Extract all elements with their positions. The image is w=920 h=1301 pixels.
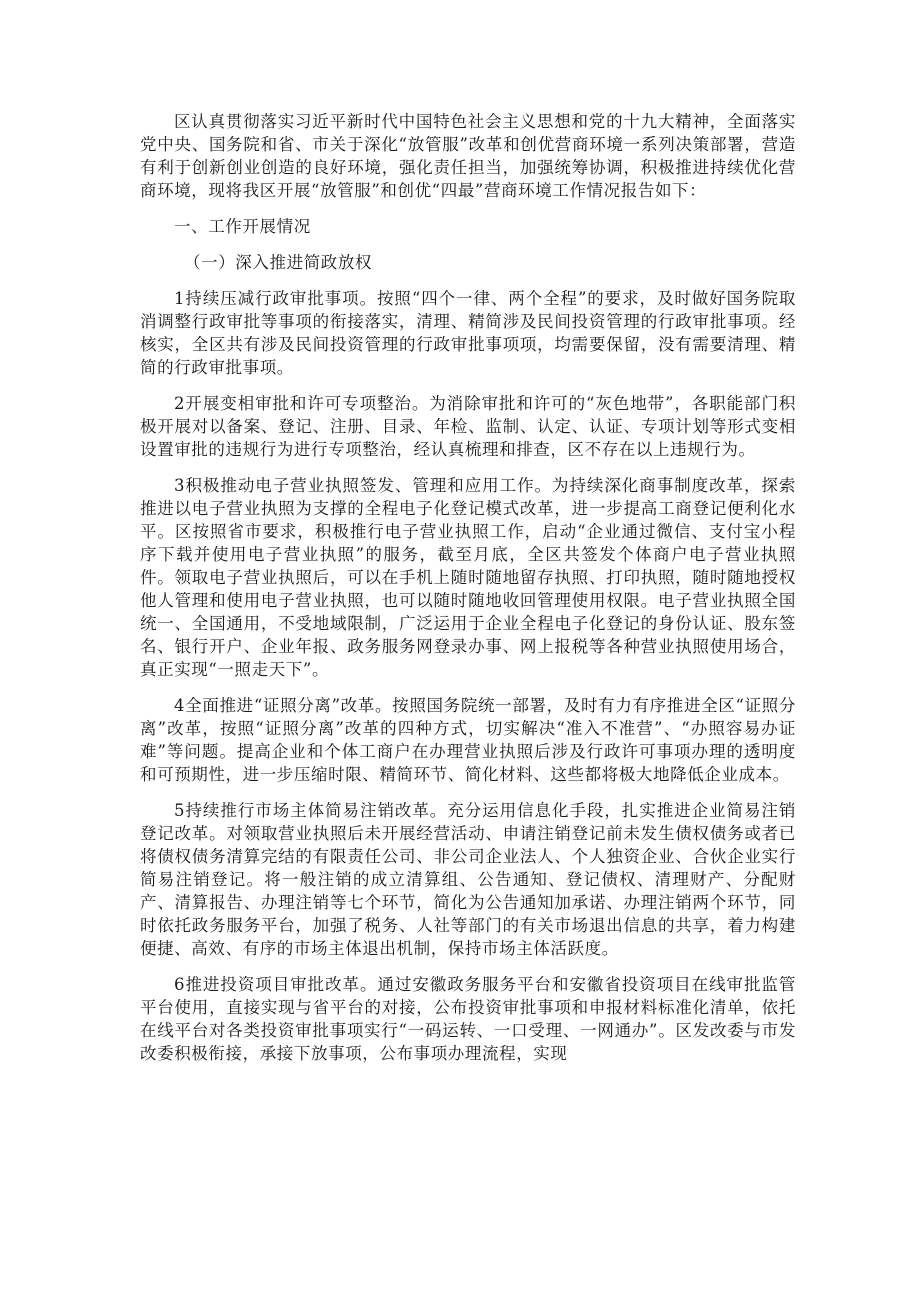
subsection-heading: （一）深入推进简政放权 (184, 253, 373, 272)
item-paragraph-1: 1持续压减行政审批事项。按照“四个一律、两个全程”的要求，及时做好国务院取消调整行政审批等事项的衔接落实，清理、精简涉及民间投资管理的行政审批事项。经核实，全区共有涉及民间投资管理的行政审批事项项，均需要保留，没有需要清理、精简的行政审批事项。 (140, 289, 796, 377)
item-paragraph-4: 4全面推进“证照分离”改革。按照国务院统一部署，及时有力有序推进全区“证照分离”改革，按照“证照分离”改革的四种方式，切实解决“准入不准营”、“办照容易办证难”等问题。提高企业和个体工商户在办理营业执照后涉及行政许可事项办理的透明度和可预期性，进一步压缩时限、精简环节、简化材料、这些都将极大地降低企业成本。 (140, 696, 796, 784)
section-heading: 一、工作开展情况 (174, 217, 311, 236)
document-page (140, 110, 796, 1078)
intro-paragraph: 区认真贯彻落实习近平新时代中国特色社会主义思想和党的十九大精神，全面落实党中央、国务院和省、市关于深化“放管服”改革和创优营商环境一系列决策部署，营造有利于创新创业创造的良好环境，强化责任担当，加强统筹协调，积极推进持续优化营商环境，现将我区开展“放管服”和创优“四最”营商环境工作情况报告如下： (140, 112, 796, 200)
item-paragraph-5: 5持续推行市场主体简易注销改革。充分运用信息化手段，扎实推进企业简易注销登记改革。对领取营业执照后未开展经营活动、申请注销登记前未发生债权债务或者已将债权债务清算完结的有限责任公司、非公司企业法人、个人独资企业、合伙企业实行简易注销登记。将一般注销的成立清算组、公告通知、登记债权、清理财产、分配财产、清算报告、办理注销等七个环节，简化为公告通知加承诺、办理注销两个环节，同时依托政务服务平台，加强了税务、人社等部门的有关市场退出信息的共享，着力构建便捷、高效、有序的市场主体退出机制，保持市场主体活跃度。 (140, 801, 796, 958)
item-paragraph-6: 6推进投资项目审批改革。通过安徽政务服务平台和安徽省投资项目在线审批监管平台使用，直接实现与省平台的对接，公布投资审批事项和申报材料标准化清单，依托在线平台对各类投资审批事项实行“一码运转、一口受理、一网通办”。区发改委与市发改委积极衔接，承接下放事项，公布事项办理流程，实现 (140, 975, 796, 1063)
item-paragraph-3: 3积极推动电子营业执照签发、管理和应用工作。为持续深化商事制度改革，探索推进以电子营业执照为支撑的全程电子化登记模式改革，进一步提高工商登记便利化水平。区按照省市要求，积极推行电子营业执照工作，启动“企业通过微信、支付宝小程序下载并使用电子营业执照”的服务，截至月底，全区共签发个体商户电子营业执照件。领取电子营业执照后，可以在手机上随时随地留存执照、打印执照，随时随地授权他人管理和使用电子营业执照，也可以随时随地收回管理使用权限。电子营业执照全国统一、全国通用，不受地域限制，广泛运用于企业全程电子化登记的身份认证、股东签名、银行开户、企业年报、政务服务网登录办事、网上报税等各种营业执照使用场合，真正实现“一照走天下”。 (140, 476, 796, 679)
item-paragraph-2: 2开展变相审批和许可专项整治。为消除审批和许可的“灰色地带”，各职能部门积极开展对以备案、登记、注册、目录、年检、监制、认定、认证、专项计划等形式变相设置审批的违规行为进行专项整治，经认真梳理和排查，区不存在以上违规行为。 (140, 394, 796, 459)
